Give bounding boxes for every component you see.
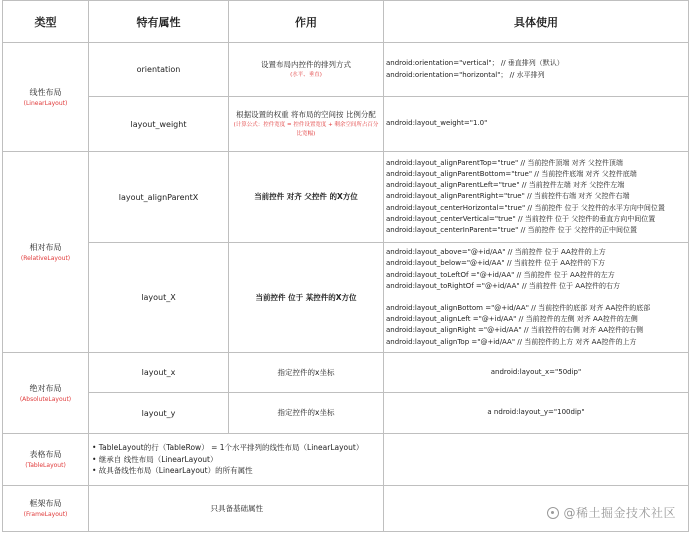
layout-comparison-table: [2, 0, 689, 532]
type-cell-linear: [3, 43, 89, 152]
usage-line: android:layout_alignParentRight="true" // 当前控件右端 对齐 父控件右端: [386, 192, 630, 201]
header-type: 类型: [3, 1, 89, 43]
usage-cell: [384, 97, 689, 152]
usage-line: android:layout_centerVertical="true" // 当前控件 位于 父控件的垂直方向中间位置: [386, 214, 656, 223]
table-row: [3, 353, 689, 393]
usage-cell: [384, 152, 689, 243]
role-cell: 指定控件的x坐标: [229, 393, 384, 434]
usage-cell: [384, 43, 689, 97]
usage-cell: android:layout_x="50dip": [384, 353, 689, 393]
usage-line: android:layout_below="@+id/AA" // 当前控件 位于 AA控件的下方: [386, 259, 606, 268]
usage-line: android:layout_toLeftOf ="@+id/AA" // 当前控件 位于 AA控件的左方: [386, 270, 615, 279]
watermark: [547, 504, 676, 521]
usage-line: android:layout_alignParentBottom="true" // 当前控件底端 对齐 父控件底端: [386, 169, 637, 178]
role-note: (计算公式：控件宽度 = 控件设置宽度 + 剩余空间所占百分比宽幅): [233, 122, 379, 137]
header-attr: 特有属性: [89, 1, 229, 43]
type-en: (FrameLayout): [23, 511, 68, 518]
note-line: • 继承自 线性布局（LinearLayout）: [92, 454, 218, 464]
usage-line: android:layout_alignRight ="@+id/AA" // 当前控件的右侧 对齐 AA控件的右侧: [386, 326, 644, 335]
type-cell-table: [3, 434, 89, 486]
table-row: [3, 152, 689, 243]
usage-line: android:layout_above="@+id/AA" // 当前控件 位于 AA控件的上方: [386, 248, 606, 257]
usage-line: android:orientation="vertical"； // 垂直排列（默认）: [386, 59, 564, 68]
juejin-logo-icon: [547, 507, 559, 519]
usage-cell: a ndroid:layout_y="100dip": [384, 393, 689, 434]
usage-line: android:layout_alignParentTop="true" // 当前控件顶端 对齐 父控件顶端: [386, 158, 623, 167]
role-note: (水平、垂直): [290, 72, 322, 78]
type-en: (TableLayout): [25, 462, 66, 469]
role-cell: [229, 43, 384, 97]
type-cn: 绝对布局: [29, 383, 62, 393]
usage-line: android:layout_alignBottom ="@+id/AA" // 当前控件的底部 对齐 AA控件的底部: [386, 304, 651, 312]
role-cell: 当前控件 对齐 父控件 的X方位: [229, 152, 384, 243]
attr-cell: layout_alignParentX: [89, 152, 229, 243]
type-cn: 表格布局: [29, 450, 62, 459]
header-usage: 具体使用: [384, 1, 689, 43]
table-row: [3, 434, 689, 486]
usage-line: android:layout_alignLeft ="@+id/AA" // 当前控件的左侧 对齐 AA控件的左侧: [386, 315, 638, 324]
role-cell: 当前控件 位于 某控件的X方位: [229, 243, 384, 353]
usage-line: android:layout_toRightOf ="@+id/AA" // 当前控件 位于 AA控件的右方: [386, 281, 621, 290]
usage-cell: [384, 434, 689, 486]
header-role: 作用: [229, 1, 384, 43]
attr-cell: layout_X: [89, 243, 229, 353]
note-line: • TableLayout的行（TableRow） = 1个水平排列的线性布局（LinearLayout）: [92, 443, 364, 453]
type-cell-frame: [3, 486, 89, 532]
type-en: (RelativeLayout): [20, 254, 71, 262]
type-en: (LinearLayout): [23, 99, 68, 107]
table-row: [3, 393, 689, 434]
role-cell: 指定控件的x坐标: [229, 353, 384, 393]
type-cn: 框架布局: [29, 499, 62, 508]
usage-cell: [384, 243, 689, 353]
attr-cell: layout_x: [89, 353, 229, 393]
usage-line: android:layout_alignTop ="@+id/AA" // 当前控件的上方 对齐 AA控件的上方: [386, 337, 637, 346]
usage-line: android:layout_centerHorizontal="true" // 当前控件 位于 父控件的水平方向中间位置: [386, 203, 665, 212]
table-row: [3, 43, 689, 97]
role-text: 根据设置的权重 将布局的空间按 比例分配: [236, 110, 376, 119]
type-cn: 线性布局: [29, 87, 62, 97]
usage-line: android:layout_centerInParent="true" // 当前控件 位于 父控件的正中间位置: [386, 226, 637, 234]
type-en: (AbsoluteLayout): [19, 395, 72, 403]
role-cell: [229, 97, 384, 152]
header-row: [3, 1, 689, 43]
table-layout-notes: [89, 434, 384, 486]
type-cell-absolute: [3, 353, 89, 434]
attr-cell: layout_y: [89, 393, 229, 434]
watermark-text: @稀土掘金技术社区: [563, 506, 676, 520]
usage-line: android:orientation="horizontal"； // 水平排列: [386, 70, 545, 79]
attr-cell: layout_weight: [89, 97, 229, 152]
attr-cell: orientation: [89, 43, 229, 97]
note-line: • 故具备线性布局（LinearLayout）的所有属性: [92, 466, 253, 476]
role-text: 设置布局内控件的排列方式: [261, 60, 351, 69]
usage-line: android:layout_weight="1.0": [386, 119, 488, 128]
type-cell-relative: [3, 152, 89, 353]
usage-spacer: [386, 292, 686, 303]
frame-notes: 只具备基础属性: [89, 486, 384, 532]
type-cn: 相对布局: [29, 242, 62, 252]
table-row: [3, 97, 689, 152]
table-row: [3, 243, 689, 353]
usage-line: android:layout_alignParentLeft="true" // 当前控件左端 对齐 父控件左端: [386, 181, 625, 190]
